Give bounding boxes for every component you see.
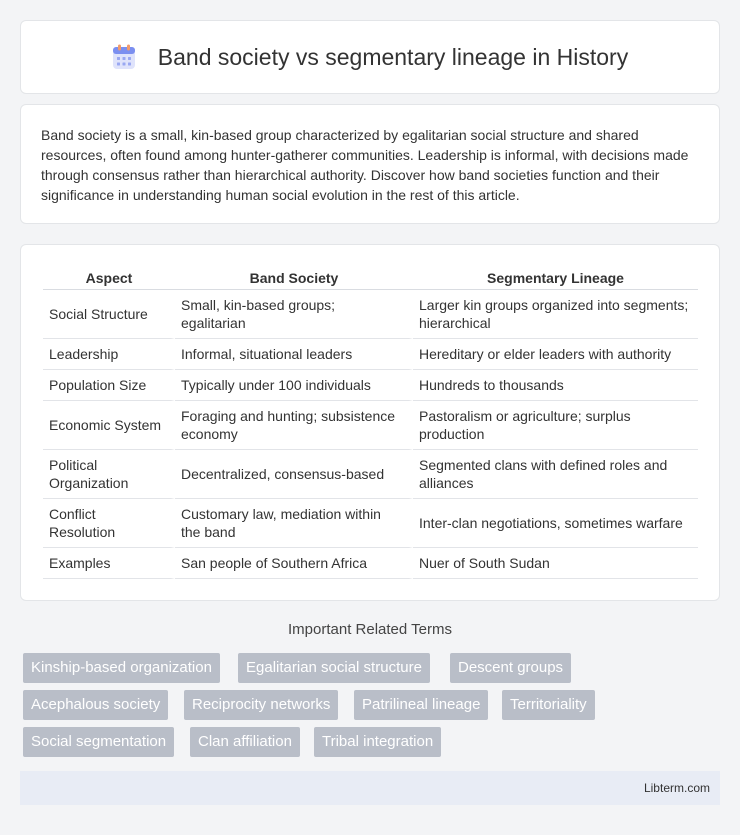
header-card [20, 20, 720, 94]
tag-descent-groups[interactable]: Descent groups [450, 653, 571, 683]
table-row [43, 401, 698, 450]
table-cell: Examples [43, 548, 175, 579]
table-cell: Typically under 100 individuals [175, 370, 413, 401]
table-cell: Larger kin groups organized into segments; hierarchical [413, 290, 698, 339]
table-cell: Informal, situational leaders [175, 339, 413, 370]
table-cell: Social Structure [43, 290, 175, 339]
column-header-segmentary-lineage: Segmentary Lineage [413, 267, 698, 290]
table-cell: Inter-clan negotiations, sometimes warfare [413, 499, 698, 548]
tag-tribal-integration[interactable]: Tribal integration [314, 727, 441, 757]
page-title: Band society vs segmentary lineage in History [157, 43, 629, 70]
tag-kinship-based-organization[interactable]: Kinship-based organization [23, 653, 220, 683]
table-row [43, 290, 698, 339]
footer-brand-link[interactable]: Libterm.com [643, 781, 710, 795]
intro-text: Band society is a small, kin-based group characterized by egalitarian social structure and shared resources, often found among hunter-gatherer communities. Leadership is informal, with decisions made through consensus rather than hierarchical authority. Discover how band societies function and their significance in understanding human social evolution in the rest of this article. [41, 127, 689, 203]
table-cell: Small, kin-based groups; egalitarian [175, 290, 413, 339]
comparison-table [43, 267, 698, 579]
table-cell: Decentralized, consensus-based [175, 450, 413, 499]
table-cell: Segmented clans with defined roles and alliances [413, 450, 698, 499]
footer [20, 771, 720, 805]
column-header-aspect: Aspect [43, 267, 175, 290]
tag-social-segmentation[interactable]: Social segmentation [23, 727, 174, 757]
table-cell: Pastoralism or agriculture; surplus production [413, 401, 698, 450]
table-cell: Economic System [43, 401, 175, 450]
table-row [43, 548, 698, 579]
table-cell: Hereditary or elder leaders with authority [413, 339, 698, 370]
table-row [43, 450, 698, 499]
tag-clan-affiliation[interactable]: Clan affiliation [190, 727, 300, 757]
tag-patrilineal-lineage[interactable]: Patrilineal lineage [354, 690, 488, 720]
tag-territoriality[interactable]: Territoriality [502, 690, 595, 720]
table-cell: Leadership [43, 339, 175, 370]
table-cell: Foraging and hunting; subsistence economy [175, 401, 413, 450]
table-cell: San people of Southern Africa [175, 548, 413, 579]
table-cell: Conflict Resolution [43, 499, 175, 548]
table-header-row [43, 267, 698, 290]
tag-reciprocity-networks[interactable]: Reciprocity networks [184, 690, 338, 720]
tag-egalitarian-social-structure[interactable]: Egalitarian social structure [238, 653, 430, 683]
table-cell: Nuer of South Sudan [413, 548, 698, 579]
table-cell: Population Size [43, 370, 175, 401]
table-cell: Political Organization [43, 450, 175, 499]
comparison-table-card [20, 244, 720, 601]
table-row [43, 339, 698, 370]
table-row [43, 499, 698, 548]
table-cell: Hundreds to thousands [413, 370, 698, 401]
column-header-band-society: Band Society [175, 267, 413, 290]
table-cell: Customary law, mediation within the band [175, 499, 413, 548]
calendar-icon [112, 44, 136, 70]
related-terms-title: Important Related Terms [288, 621, 452, 638]
intro-card [20, 104, 720, 224]
tag-acephalous-society[interactable]: Acephalous society [23, 690, 168, 720]
table-row [43, 370, 698, 401]
